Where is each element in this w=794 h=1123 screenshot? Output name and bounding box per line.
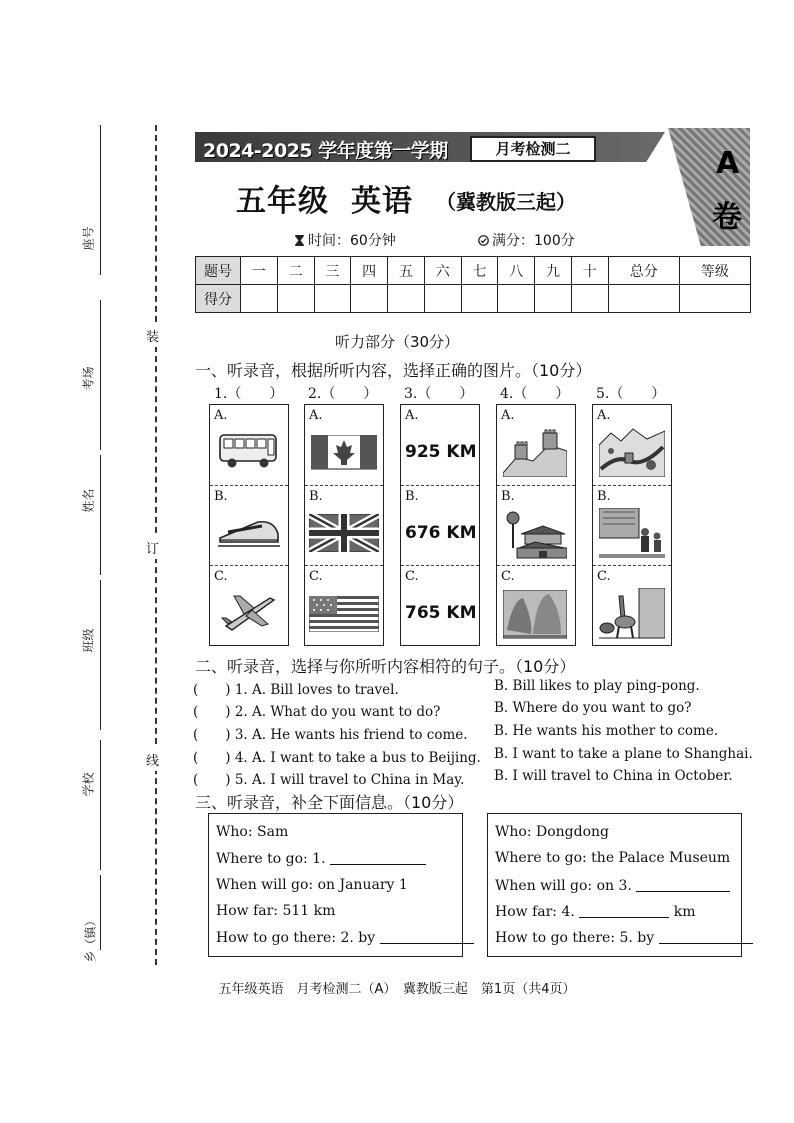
score-cell[interactable] [351, 285, 388, 313]
bus-icon [218, 427, 280, 471]
sam-who: Who: Sam [216, 824, 289, 840]
plane-icon [218, 588, 280, 634]
page-footer: 五年级英语 月考检测二（A） 冀教版三起 第1页（共4页） [218, 982, 576, 997]
score-header-cell: 二 [277, 257, 314, 285]
blank-3[interactable] [636, 877, 730, 892]
dongdong-far-label: How far: 4. [495, 904, 575, 920]
corner-word: 卷 [712, 200, 742, 235]
great-wall-icon [503, 427, 567, 477]
edition-text: （冀教版三起） [436, 190, 576, 214]
section2-title: 二、听录音，选择与你所听内容相符的句子。（10分） [195, 657, 576, 676]
sam-how-label: How to go there: 2. by [216, 930, 376, 946]
uk-flag-icon [309, 514, 379, 552]
score-header-cell: 题号 [196, 257, 241, 285]
s2-item2-b[interactable]: B. Where do you want to go? [494, 700, 692, 716]
q1-option-c[interactable] [210, 565, 288, 646]
distance-a: 925 KM [405, 442, 477, 462]
option-letter: C. [597, 569, 611, 584]
dongdong-when-row [495, 877, 730, 894]
dongdong-where: Where to go: the Palace Museum [495, 850, 731, 866]
q1-option-a[interactable] [210, 405, 288, 485]
s2-item2-a[interactable]: ( ) 2. A. What do you want to do? [193, 704, 441, 720]
hourglass-icon [294, 235, 305, 246]
q1-option-b[interactable] [210, 485, 288, 566]
s2-item3-a[interactable]: ( ) 3. A. He wants his friend to come. [193, 727, 468, 743]
score-header-row [196, 257, 751, 285]
score-cell[interactable] [314, 285, 351, 313]
s2-item4-b[interactable]: B. I want to take a plane to Shanghai. [494, 746, 753, 762]
sam-how-row [216, 929, 474, 946]
usa-flag-icon [309, 596, 379, 632]
score-cell[interactable] [277, 285, 314, 313]
q2-option-b[interactable] [305, 485, 383, 566]
page-title [236, 176, 413, 220]
score-header-cell: 四 [351, 257, 388, 285]
section3-title: 三、听录音，补全下面信息。（10分） [195, 793, 464, 812]
info-box-sam [208, 813, 463, 957]
corner-letter: A [716, 146, 740, 181]
seat-line [100, 125, 101, 275]
q2-options [304, 404, 384, 646]
option-letter: A. [214, 408, 228, 423]
seat-label: 座号 [81, 226, 96, 251]
q1-number[interactable]: 1.（ ） [214, 386, 284, 402]
s2-item1-b[interactable]: B. Bill likes to play ping-pong. [494, 678, 700, 694]
score-header-cell: 五 [388, 257, 425, 285]
score-row-label: 得分 [196, 285, 241, 313]
sam-when: When will go: on January 1 [216, 877, 408, 893]
q4-option-b[interactable] [497, 485, 575, 566]
dongdong-when-label: When will go: on 3. [495, 878, 632, 894]
blank-1[interactable] [330, 850, 426, 865]
q2-number[interactable]: 2.（ ） [308, 386, 378, 402]
score-header-cell: 九 [535, 257, 572, 285]
class-label: 班级 [81, 628, 96, 653]
q2-option-a[interactable] [305, 405, 383, 485]
dongdong-who: Who: Dongdong [495, 824, 610, 840]
q5-options [592, 404, 672, 646]
distance-c: 765 KM [405, 603, 477, 623]
score-cell[interactable] [535, 285, 572, 313]
full-score-text: 满分：100分 [492, 233, 575, 249]
s2-item1-a[interactable]: ( ) 1. A. Bill loves to travel. [193, 682, 399, 698]
q3-option-a[interactable] [401, 405, 479, 485]
binding-char-xian: 线 [146, 748, 159, 771]
option-letter: C. [501, 569, 515, 584]
option-letter: C. [214, 569, 228, 584]
dongdong-far-row [495, 903, 696, 920]
town-line [100, 875, 101, 950]
q5-number[interactable]: 5.（ ） [596, 386, 666, 402]
town-label: 乡（镇） [83, 914, 98, 963]
score-header-cell: 八 [498, 257, 535, 285]
score-cell[interactable] [388, 285, 425, 313]
option-letter: A. [501, 408, 515, 423]
score-cell[interactable] [424, 285, 461, 313]
option-letter: A. [405, 408, 419, 423]
score-value-row [196, 285, 751, 313]
score-info [478, 230, 575, 250]
room-line [100, 300, 101, 450]
score-header-cell: 七 [461, 257, 498, 285]
score-cell[interactable] [241, 285, 278, 313]
option-letter: B. [597, 489, 611, 504]
score-cell[interactable] [679, 285, 750, 313]
stone-wall-icon [503, 590, 567, 640]
canada-flag-icon [311, 435, 377, 471]
name-line [100, 455, 101, 575]
tiananmen-icon [503, 508, 567, 560]
blank-4[interactable] [579, 903, 669, 918]
dongdong-how-label: How to go there: 5. by [495, 930, 655, 946]
time-info [294, 230, 396, 250]
score-cell[interactable] [498, 285, 535, 313]
subject-text: 英语 [351, 184, 413, 219]
binding-char-zhuang: 装 [146, 324, 159, 347]
exam-type-box: 月考检测二 [470, 136, 596, 162]
time-text: 时间：60分钟 [308, 233, 396, 249]
score-table [195, 256, 751, 313]
q4-option-a[interactable] [497, 405, 575, 485]
section1-title: 一、听录音，根据所听内容，选择正确的图片。（10分） [195, 361, 592, 380]
animals-icon [599, 588, 665, 640]
s2-item5-a[interactable]: ( ) 5. A. I will travel to China in May. [193, 772, 465, 788]
blank-5[interactable] [659, 929, 753, 944]
sam-where-row [216, 850, 426, 867]
q2-option-c[interactable] [305, 565, 383, 646]
option-letter: C. [405, 569, 419, 584]
score-header-cell: 等级 [679, 257, 750, 285]
grade-text: 五年级 [236, 184, 329, 219]
sam-where-label: Where to go: 1. [216, 851, 326, 867]
km-unit: km [673, 904, 696, 920]
q5-option-c[interactable] [593, 565, 671, 646]
score-header-cell: 三 [314, 257, 351, 285]
blank-2[interactable] [380, 929, 474, 944]
term-title: 2024-2025 学年度第一学期 [203, 140, 448, 162]
q5-option-a[interactable] [593, 405, 671, 485]
option-letter: C. [309, 569, 323, 584]
s2-item4-a[interactable]: ( ) 4. A. I want to take a bus to Beijing. [193, 750, 481, 766]
q3-option-b[interactable] [401, 485, 479, 566]
score-cell[interactable] [571, 285, 608, 313]
score-header-cell: 总分 [608, 257, 679, 285]
q3-option-c[interactable] [401, 565, 479, 646]
q5-option-b[interactable] [593, 485, 671, 566]
distance-b: 676 KM [405, 523, 477, 543]
score-header-cell: 十 [571, 257, 608, 285]
option-letter: B. [501, 489, 515, 504]
option-letter: A. [597, 408, 611, 423]
score-cell[interactable] [461, 285, 498, 313]
score-header-cell: 六 [424, 257, 461, 285]
class-line [100, 580, 101, 730]
school-line [100, 740, 101, 870]
school-label: 学校 [81, 772, 96, 797]
check-circle-icon [478, 235, 489, 246]
q4-number[interactable]: 4.（ ） [500, 386, 570, 402]
q4-options [496, 404, 576, 646]
name-label: 姓名 [81, 488, 96, 513]
train-icon [218, 508, 280, 552]
sam-far: How far: 511 km [216, 903, 336, 919]
s2-item5-b[interactable]: B. I will travel to China in October. [494, 768, 733, 784]
room-label: 考场 [81, 366, 96, 391]
great-wall-landscape-icon [599, 425, 665, 477]
score-header-cell: 一 [241, 257, 278, 285]
listening-title: 听力部分（30分） [334, 333, 460, 351]
s2-item3-b[interactable]: B. He wants his mother to come. [494, 723, 719, 739]
q3-number[interactable]: 3.（ ） [404, 386, 474, 402]
q1-options [209, 404, 289, 646]
dongdong-how-row [495, 929, 753, 946]
binding-char-ding: 订 [146, 536, 159, 559]
option-letter: B. [214, 489, 228, 504]
option-letter: A. [309, 408, 323, 423]
option-letter: B. [405, 489, 419, 504]
q4-option-c[interactable] [497, 565, 575, 646]
family-photo-icon [599, 508, 665, 560]
info-box-dongdong [487, 813, 742, 957]
score-cell[interactable] [608, 285, 679, 313]
option-letter: B. [309, 489, 323, 504]
q3-options [400, 404, 480, 646]
